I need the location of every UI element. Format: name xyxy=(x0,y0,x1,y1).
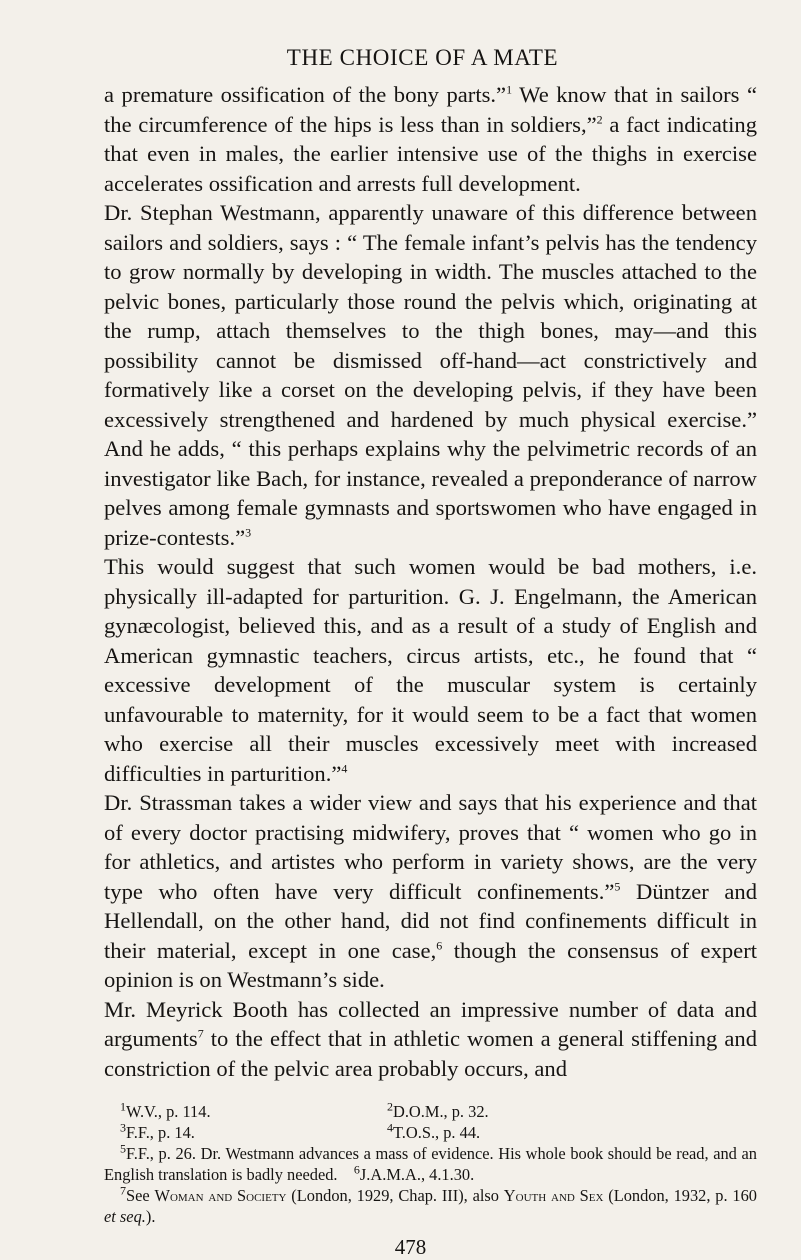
running-head: THE CHOICE OF A MATE xyxy=(286,45,559,70)
footnote-6-number: 6 xyxy=(353,1162,360,1177)
footnote-4-text: T.O.S., p. 44. xyxy=(393,1123,481,1142)
paragraph-2 xyxy=(104,198,757,552)
footnote-ref-2[interactable]: 2 xyxy=(596,111,603,126)
footnote-4 xyxy=(387,1122,654,1143)
footnote-row-1-2 xyxy=(104,1101,757,1122)
footnote-row-3-4 xyxy=(104,1122,757,1143)
footnote-ref-5[interactable]: 5 xyxy=(614,878,621,893)
paragraph-1-text-c: a fact indicating that even in males, the earlier intensive use of the thighs in exercise accelerates ossification and arrests full development. xyxy=(104,111,758,196)
footnote-7-et-seq: et seq. xyxy=(104,1207,146,1226)
paragraph-5-text-b: to the effect that in athletic women a general stiffening and constriction of the pelvic area probably occurs, and xyxy=(104,1026,757,1081)
footnote-3-number: 3 xyxy=(120,1120,126,1135)
footnote-3 xyxy=(120,1122,387,1143)
paragraph-1 xyxy=(104,80,757,198)
footnote-ref-7[interactable]: 7 xyxy=(197,1026,204,1041)
footnote-6-text: J.A.M.A., 4.1.30. xyxy=(359,1165,475,1184)
paragraph-5 xyxy=(104,995,757,1084)
body-text xyxy=(104,80,757,1083)
paragraph-4-text-c: though the consensus of expert opinion is on Westmann’s side. xyxy=(104,937,757,992)
paragraph-4-text-a: Dr. Strassman takes a wider view and says that his experience and that of every doctor practising midwifery, proves that “ women who go in for athletics, and artistes who perform in variety shows, are the very type who often have very difficult confinements.” xyxy=(104,790,757,904)
paragraph-4-text-b: Düntzer and Hellendall, on the other hand, did not find confinements difficult in their material, except in one case, xyxy=(104,878,757,963)
footnote-ref-6[interactable]: 6 xyxy=(436,937,443,952)
footnote-5-6 xyxy=(104,1143,757,1185)
footnote-ref-3[interactable]: 3 xyxy=(245,524,252,539)
footnote-7-text-d: ). xyxy=(145,1207,156,1226)
footnote-7-text-c: (London, 1932, p. 160 xyxy=(603,1186,757,1205)
footnote-7-title-youth-and-sex: Youth and Sex xyxy=(503,1186,604,1205)
footnote-7-number: 7 xyxy=(120,1183,126,1198)
footnote-7-text-a: See xyxy=(126,1186,155,1205)
footnote-2-text: D.O.M., p. 32. xyxy=(393,1102,489,1121)
footnote-ref-4[interactable]: 4 xyxy=(341,760,348,775)
footnote-2-number: 2 xyxy=(387,1099,393,1114)
footnote-3-text: F.F., p. 14. xyxy=(126,1123,195,1142)
paragraph-4 xyxy=(104,788,757,995)
paragraph-1-text-b: We know that in sailors “ the circumference of the hips is less than in soldiers,” xyxy=(104,82,757,137)
footnote-1-text: W.V., p. 114. xyxy=(126,1102,211,1121)
footnotes xyxy=(104,1101,757,1227)
footnote-ref-1[interactable]: 1 xyxy=(506,82,513,97)
paragraph-2-text-a: Dr. Stephan Westmann, apparently unaware of this difference between sailors and soldiers, says : “ The female infant’s pelvis has the tendency to grow normally by developing in width. The muscles attached to the pelvic bones, particularly those round the pelvis which, originating at the rump, attach themselves to the thigh bones, may—and this possibility cannot be dismissed off-hand—act constrictively and formatively like a corset on the developing pelvis, if they have been excessively strengthened and hardened by much physical exercise.” And he adds, “ this perhaps explains why the pelvimetric records of an investigator like Bach, for instance, revealed a preponderance of narrow pelves among female gymnasts and sportswomen who have engaged in prize-contests.” xyxy=(104,200,757,550)
paragraph-3 xyxy=(104,552,757,788)
paragraph-5-text-a: Mr. Meyrick Booth has collected an impressive number of data and arguments xyxy=(104,996,757,1051)
footnote-5-text: F.F., p. 26. Dr. Westmann advances a mass of evidence. His whole book should be read, and an English translation is badly needed. xyxy=(104,1144,757,1184)
footnote-5-number: 5 xyxy=(120,1141,126,1156)
footnote-1-number: 1 xyxy=(120,1099,126,1114)
footnote-7 xyxy=(104,1185,757,1227)
footnote-7-title-woman-and-society: Woman and Society xyxy=(154,1186,287,1205)
paragraph-3-text-a: This would suggest that such women would be bad mothers, i.e. physically ill-adapted for parturition. G. J. Engelmann, the American gynæcologist, believed this, and as a result of a study of English and American gymnastic teachers, circus artists, etc., he found that “ excessive development of the muscular system is certainly unfavourable to maternity, for it would seem to be a fact that women who exercise all their muscles excessively meet with increased difficulties in parturition.” xyxy=(104,554,757,786)
footnote-7-text-b: (London, 1929, Chap. III), also xyxy=(286,1186,504,1205)
page-number: 478 xyxy=(394,1235,427,1259)
footnote-2 xyxy=(387,1101,654,1122)
footnote-1 xyxy=(120,1101,387,1122)
footnote-4-number: 4 xyxy=(387,1120,393,1135)
paragraph-1-text-a: a premature ossification of the bony parts.” xyxy=(104,82,507,107)
